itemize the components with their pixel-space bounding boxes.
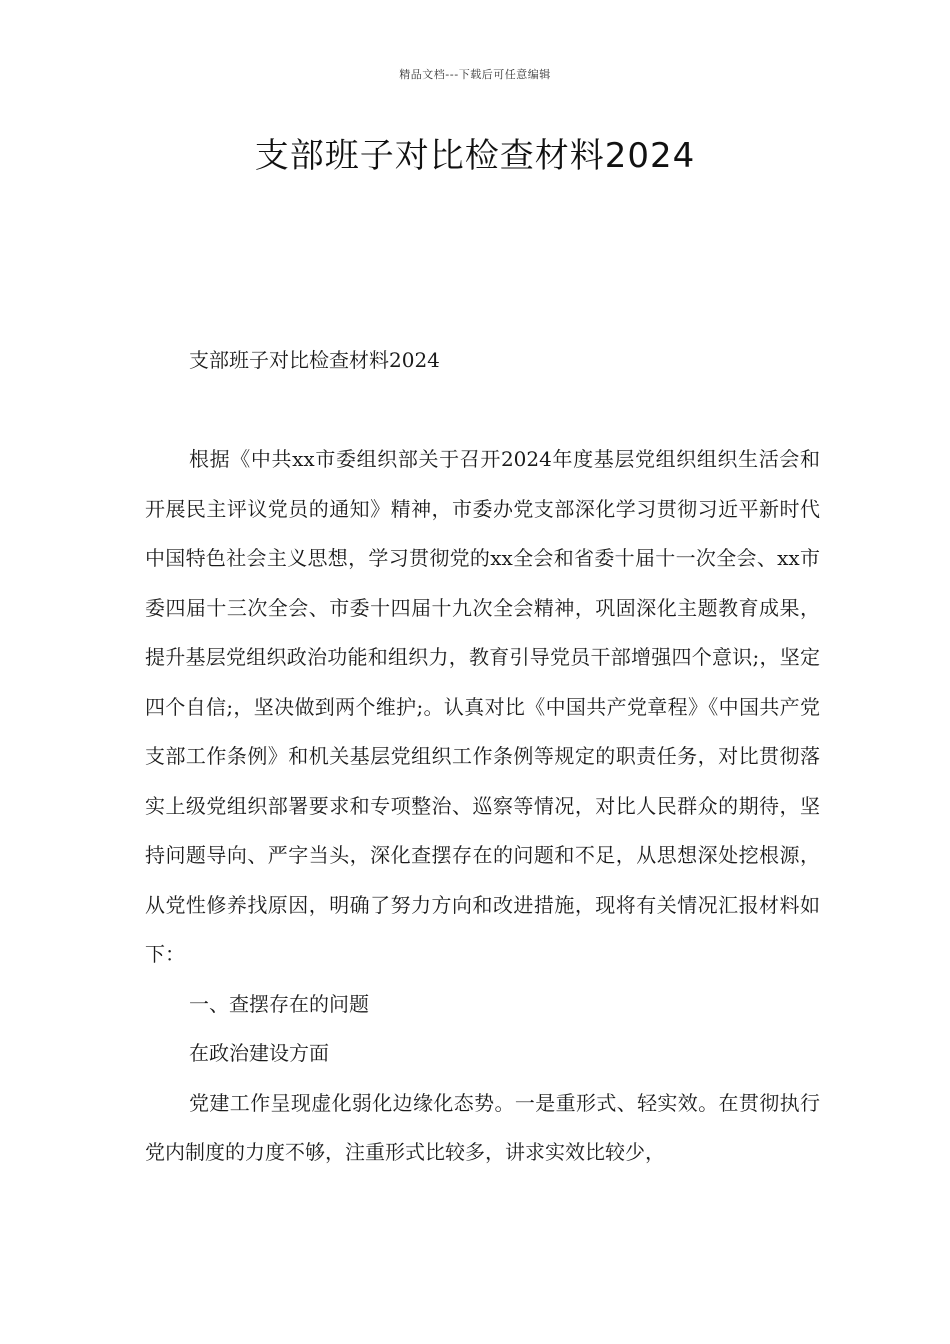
body-paragraph: 党建工作呈现虚化弱化边缘化态势。一是重形式、轻实效。在贯彻执行党内制度的力度不够，注重形式比较多，讲求实效比较少， — [145, 1090, 820, 1164]
header-note: 精品文档---下载后可任意编辑 — [399, 68, 551, 81]
document-subtitle: 支部班子对比检查材料2024 — [189, 348, 440, 372]
subsection-heading: 在政治建设方面 — [189, 1041, 329, 1065]
section-heading: 一、查摆存在的问题 — [189, 991, 369, 1016]
document-title: 支部班子对比检查材料2024 — [254, 136, 696, 176]
blank-line — [145, 386, 820, 436]
document-body — [145, 336, 820, 1178]
intro-paragraph: 根据《中共xx市委组织部关于召开2024年度基层党组织组织生活会和开展民主评议党员的通知》精神，市委办党支部深化学习贯彻习近平新时代中国特色社会主义思想，学习贯彻党的xx全会和省委十届十一次全会、xx市委四届十三次全会、市委十四届十九次全会精神，巩固深化主题教育成果，提升基层党组织政治功能和组织力，教育引导党员干部增强四个意识;，坚定四个自信;，坚决做到两个维护;。认真对比《中国共产党章程》《中国共产党支部工作条例》和机关基层党组织工作条例等规定的职责任务，对比贯彻落实上级党组织部署要求和专项整治、巡察等情况，对比人民群众的期待，坚持问题导向、严字当头，深化查摆存在的问题和不足，从思想深处挖根源，从党性修养找原因，明确了努力方向和改进措施，现将有关情况汇报材料如下： — [145, 447, 820, 966]
